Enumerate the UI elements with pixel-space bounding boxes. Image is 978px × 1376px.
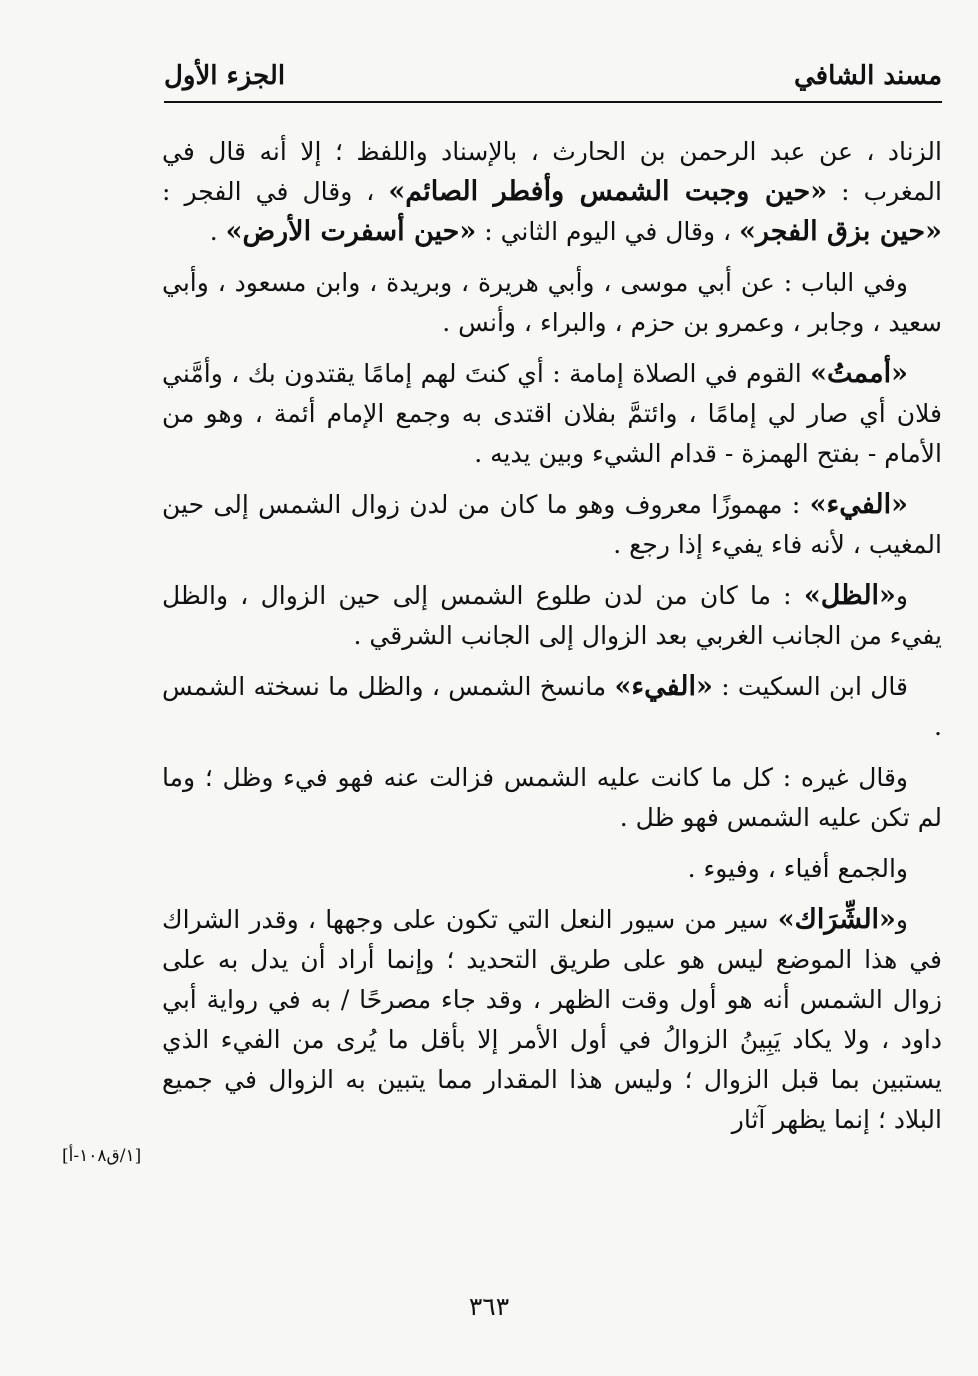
quoted-term: «أممتُ» bbox=[810, 358, 908, 389]
quoted-term: «الفيء» bbox=[809, 489, 908, 520]
text-run: سير من سيور النعل التي تكون على وجهها ، وقدر الشراك في هذا الموضع ليس هو على طريق التحديد ؛ وإنما أراد أن يدل به على زوال الشمس أنه هو أول وقت الظهر ، وقد جاء مصرحًا / به في رواية أبي داود ، ولا يكاد يَبِينُ الزوالُ في أول الأمر إلا بأقل ما يُرى من الفيء الذي يستبين بما قبل الزوال ؛ وليس هذا المقدار مما يتبين به الزوال في جميع البلاد ؛ إنما يظهر آثار bbox=[162, 905, 942, 1134]
quoted-term: «الظل» bbox=[803, 580, 896, 611]
text-run: . bbox=[209, 217, 226, 246]
text-run: مانسخ الشمس ، والظل ما نسخته الشمس . bbox=[162, 672, 942, 741]
header-rule bbox=[164, 101, 942, 103]
text-run: : مهموزًا معروف وهو ما كان من لدن زوال الشمس إلى حين المغيب ، لأنه فاء يفيء إذا رجع . bbox=[162, 490, 942, 559]
page-number: ٣٦٣ bbox=[468, 1292, 510, 1321]
running-header bbox=[164, 55, 942, 105]
paragraph bbox=[162, 354, 942, 474]
body-text bbox=[162, 132, 942, 1151]
paragraph bbox=[162, 758, 942, 838]
paragraph bbox=[162, 849, 942, 889]
quoted-term: «حين أسفرت الأرض» bbox=[225, 216, 477, 247]
text-run: وفي الباب : عن أبي موسى ، وأبي هريرة ، وبريدة ، وابن مسعود ، وأبي سعيد ، وجابر ، وعمرو بن حزم ، والبراء ، وأنس . bbox=[162, 268, 942, 337]
paragraph bbox=[162, 667, 942, 747]
text-run: القوم في الصلاة إمامة : أي كنتَ لهم إمامًا يقتدون بك ، وأمَّني فلان أي صار لي إمامًا ، وائتمَّ بفلان اقتدى به وجمع الإمام أئمة ، وهو من الأمام - بفتح الهمزة - قدام الشيء وبين يديه . bbox=[162, 359, 942, 468]
paragraph bbox=[162, 485, 942, 565]
volume-label: الجزء الأول bbox=[164, 61, 286, 91]
quoted-term: «حين بزق الفجر» bbox=[738, 216, 942, 247]
text-run: : ما كان من لدن طلوع الشمس إلى حين الزوال ، والظل يفيء من الجانب الغربي بعد الزوال إلى الجانب الشرقي . bbox=[162, 581, 942, 650]
quoted-term: «حين وجبت الشمس وأفطر الصائم» bbox=[388, 176, 828, 207]
paragraph bbox=[162, 576, 942, 656]
paragraph bbox=[162, 132, 942, 252]
text-run: ، وقال في اليوم الثاني : bbox=[476, 217, 739, 246]
book-title: مسند الشافي bbox=[793, 61, 942, 91]
manuscript-folio-note: [١/ق١٠٨-أ] bbox=[62, 1146, 142, 1166]
text-run: الزناد ، عن عبد الرحمن بن الحارث ، بالإسناد واللفظ ؛ إلا أنه قال في المغرب : bbox=[162, 137, 942, 206]
paragraph bbox=[162, 263, 942, 343]
text-run: وقال غيره : كل ما كانت عليه الشمس فزالت عنه فهو فيء وظل ؛ وما لم تكن عليه الشمس فهو ظل . bbox=[162, 763, 942, 832]
text-run: ، وقال في الفجر : bbox=[162, 177, 389, 206]
paragraph bbox=[162, 900, 942, 1140]
text-run: والجمع أفياء ، وفيوء . bbox=[687, 854, 908, 883]
text-run: قال ابن السكيت : bbox=[712, 672, 909, 701]
quoted-term: «الشِّرَاك» bbox=[777, 904, 896, 935]
text-run: و bbox=[895, 581, 908, 610]
text-run: و bbox=[895, 905, 908, 934]
quoted-term: «الفيء» bbox=[614, 671, 713, 702]
